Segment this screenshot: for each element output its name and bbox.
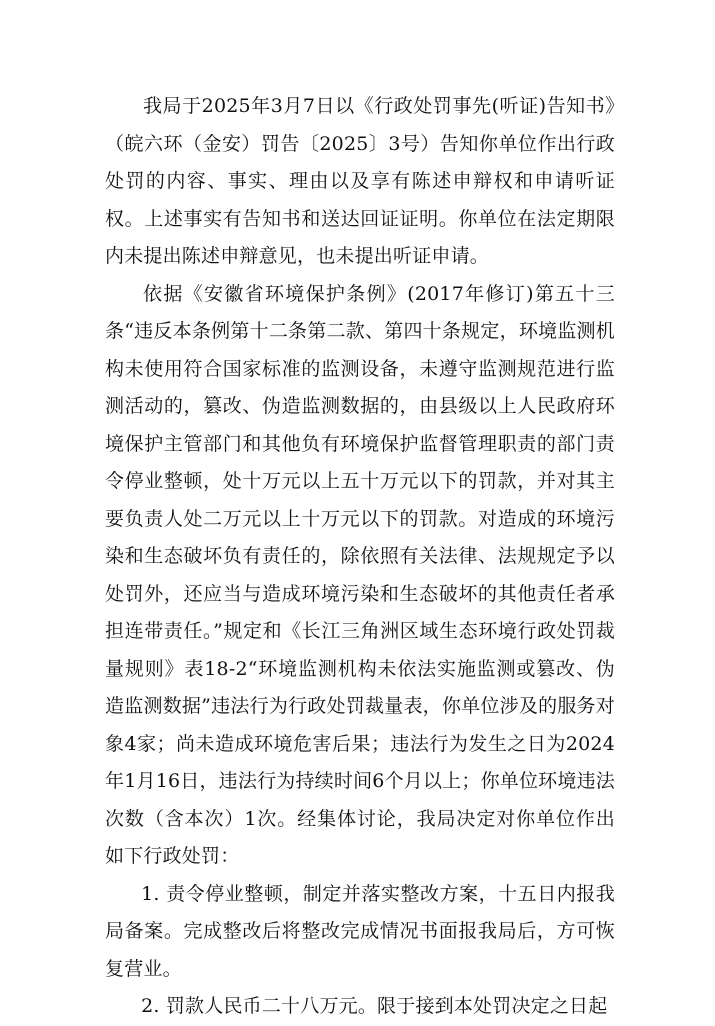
paragraph-notice-history: 我局于2025年3月7日以《行政处罚事先(听证)告知书》（皖六环（金安）罚告〔2025〕3号）告知你单位作出行政处罚的内容、事实、理由以及享有陈述申辩权和申请听证权。上述事实有告知书和送达回证证明。你单位在法定期限内未提出陈述申辩意见，也未提出听证申请。: [105, 95, 615, 267]
document-body: [105, 88, 615, 1026]
penalty-item-suspension: 1. 责令停业整顿，制定并落实整改方案，十五日内报我局备案。完成整改后将整改完成情况书面报我局后，方可恢复营业。: [105, 882, 615, 980]
paragraph-legal-basis: 依据《安徽省环境保护条例》(2017年修订)第五十三条“违反本条例第十二条第二款、第四十条规定，环境监测机构未使用符合国家标准的监测设备，未遵守监测规范进行监测活动的，篡改、伪造监测数据的，由县级以上人民政府环境保护主管部门和其他负有环境保护监督管理职责的部门责令停业整顿，处十万元以上五十万元以下的罚款，并对其主要负责人处二万元以上十万元以下的罚款。对造成的环境污染和生态破坏负有责任的，除依照有关法律、法规规定予以处罚外，还应当与造成环境污染和生态破坏的其他责任者承担连带责任。”规定和《长江三角洲区域生态环境行政处罚裁量规则》表18-2“环境监测机构未依法实施监测或篡改、伪造监测数据”违法行为行政处罚裁量表，你单位涉及的服务对象4家；尚未造成环境危害后果；违法行为发生之日为2024年1月16日，违法行为持续时间6个月以上；你单位环境违法次数（含本次）1次。经集体讨论，我局决定对你单位作出如下行政处罚：: [105, 282, 615, 867]
penalty-item-fine: 2. 罚款人民币二十八万元。限于接到本处罚决定之日起: [141, 995, 608, 1017]
